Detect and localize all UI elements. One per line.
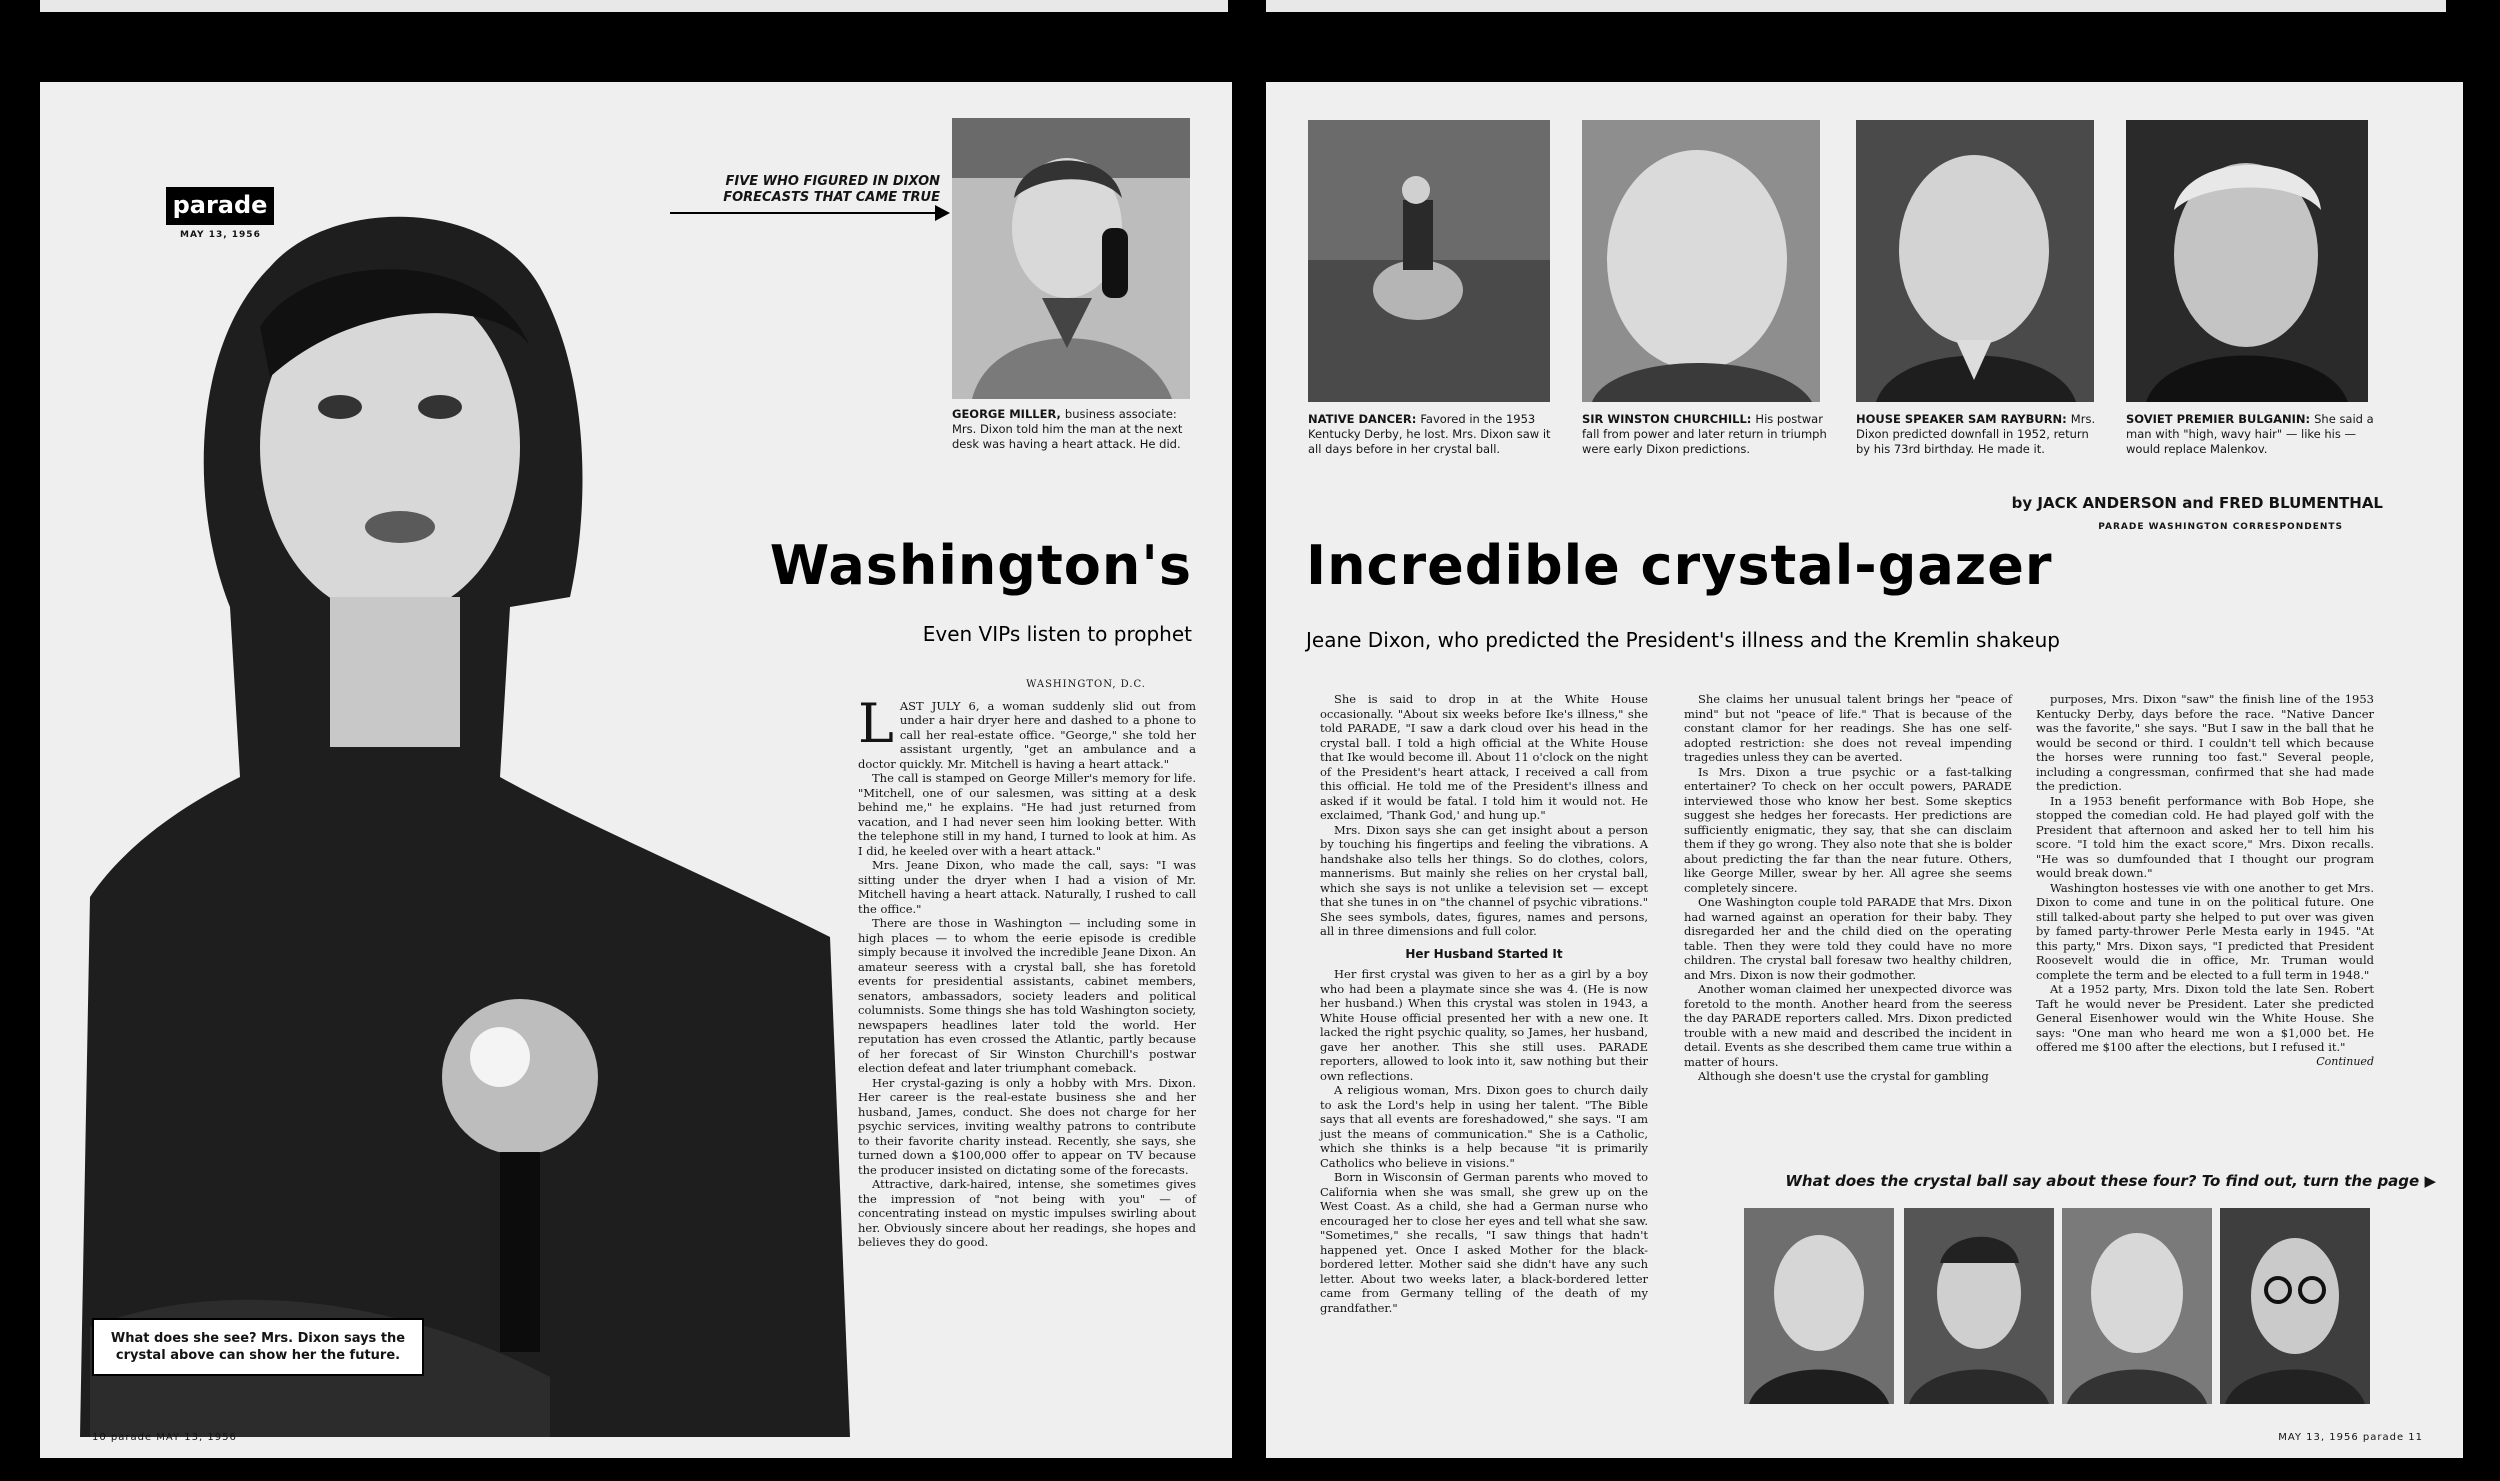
stevenson-photo <box>2062 1208 2212 1404</box>
forecast-label: FIVE WHO FIGURED IN DIXON FORECASTS THAT CAME TRUE <box>723 174 940 205</box>
paragraph: She claims her unusual talent brings her "peace of mind" but not "peace of life." That is because of the constant clamor for her readings. She has one self-adopted restriction: she does not reveal impending tragedies unless they can be averted. <box>1684 692 2012 764</box>
paragraph: A religious woman, Mrs. Dixon goes to church daily to ask the Lord's help in using her talent. "The Bible says that all events are foreshadowed," she says. "I am just the means of communication." She is a Catholic, which she thinks is a help because "it is primarily Catholics who believe in visions." <box>1320 1083 1648 1170</box>
paragraph: Mrs. Dixon says she can get insight about a person by touching his fingertips and feeling the vibrations. A handshake also tells her things. So do clothes, colors, mannerisms. But mainly she relies on her crystal ball, which she says is not unlike a television set — except that she tunes in on "the channel of psychic vibrations." She sees symbols, dates, figures, names and persons, all in three dimensions and full color. <box>1320 822 1648 938</box>
paragraph: Attractive, dark-haired, intense, she sometimes gives the impression of "not being with you" — of concentrating instead on mystic impulses swirling about her. Obviously sincere about her readings, she hopes and believes they do good. <box>858 1177 1196 1249</box>
bulganin-caption <box>2126 412 2376 457</box>
top-strip-left <box>40 0 1228 12</box>
caption-text: She said a man with "high, wavy hair" — like his — would replace Malenkov. <box>2126 412 2374 456</box>
portrait-caption-box <box>92 1318 424 1376</box>
paragraph: purposes, Mrs. Dixon "saw" the finish line of the 1953 Kentucky Derby, days before the race. "Native Dancer was the favorite," she says. "But I saw in the ball that he would be second or third. I couldn't tell which because the horses were running too fast." Several people, including a congressman, confirmed that she had made the prediction. <box>2036 692 2374 793</box>
churchill-photo <box>1582 120 1820 402</box>
dixon-portrait-photo <box>70 177 870 1437</box>
top-strip-right <box>1266 0 2446 12</box>
issue-date: MAY 13, 1956 <box>180 230 261 240</box>
paragraph: AST JULY 6, a woman suddenly slid out from under a hair dryer here and dashed to a phone to call her real-estate office. "George," she told her assistant urgently, "get an ambulance and a doctor quickly. Mr. Mitchell is having a heart attack." <box>858 698 1196 771</box>
left-folio: 10 parade MAY 13, 1956 <box>92 1432 237 1443</box>
paragraph: Mrs. Jeane Dixon, who made the call, says: "I was sitting under the dryer when I had a vision of Mr. Mitchell having a heart attack. Naturally, I rushed to call the office." <box>858 858 1196 916</box>
right-page <box>1266 82 2463 1458</box>
paragraph: Her first crystal was given to her as a girl by a boy who had been a playmate since she was 4. (He is now her husband.) When this crystal was stolen in 1943, a White House official presented her with a new one. It lacked the right psychic quality, so James, her husband, gave her another. This she still uses. PARADE reporters, allowed to look into it, saw nothing but their own reflections. <box>1320 967 1648 1083</box>
byline: by JACK ANDERSON and FRED BLUMENTHAL <box>2011 494 2383 512</box>
dateline: WASHINGTON, D.C. <box>1026 679 1146 690</box>
eisenhower-photo <box>1744 1208 1894 1404</box>
george-miller-caption <box>952 407 1192 452</box>
paragraph: There are those in Washington — including some in high places — to whom the eerie episode is credible simply because it involved the incredible Jeane Dixon. An amateur seeress with a crystal ball, she has foretold events for presidential assistants, cabinet members, senators, ambassadors, society leaders and political columnists. Some things she has told Washington society, newspapers headlines later told the world. Her reputation has even crossed the Atlantic, partly because of her forecast of Sir Winston Churchill's postwar election defeat and later triumphant comeback. <box>858 916 1196 1075</box>
section-subhead: Her Husband Started It <box>1405 946 1563 961</box>
paragraph: Another woman claimed her unexpected divorce was foretold to the month. Another heard from the seeress the day PARADE reporters called. Mrs. Dixon predicted trouble with a new maid and described the incident in detail. Events as she described them came true within a matter of hours. <box>1684 982 2012 1069</box>
churchill-caption <box>1582 412 1828 457</box>
page-deck: Even VIPs listen to prophet <box>922 622 1192 646</box>
teaser-text: What does the crystal ball say about these four? To find out, turn the page <box>1785 1172 2420 1190</box>
rayburn-caption <box>1856 412 2102 457</box>
native-dancer-photo <box>1308 120 1550 402</box>
continued-label: Continued <box>2316 1054 2374 1068</box>
paragraph: She is said to drop in at the White House occasionally. "About six weeks before Ike's illness," she told PARADE, "I saw a dark cloud over his head in the crystal ball. I told a high official at the White House that Ike would become ill. About 11 o'clock on the night of the President's heart attack, I received a call from this official. He told me of the President's illness and asked if it would be fatal. I told him it would not. He exclaimed, 'Thank God,' and hung up." <box>1320 692 1648 822</box>
drop-cap: L <box>858 691 894 755</box>
paragraph: Her crystal-gazing is only a hobby with Mrs. Dixon. Her career is the real-estate business she and her husband, James, conduct. She does not charge for her psychic services, inviting wealthy patrons to contribute to their favorite charity instead. Recently, she says, she turned down a $100,000 offer to appear on TV because the producer insisted on dictating some of the forecasts. <box>858 1075 1196 1177</box>
article-headline: Incredible crystal-gazer <box>1306 534 2053 597</box>
right-body-column-2 <box>1684 692 2012 1084</box>
right-body-column-3 <box>2036 692 2374 1069</box>
caption-name: HOUSE SPEAKER SAM RAYBURN: <box>1856 412 2067 426</box>
left-page <box>40 82 1232 1458</box>
right-folio: MAY 13, 1956 parade 11 <box>2278 1432 2423 1443</box>
caption-name: GEORGE MILLER, <box>952 407 1061 421</box>
article-deck: Jeane Dixon, who predicted the President's illness and the Kremlin shakeup <box>1306 628 2060 652</box>
left-body-column <box>858 678 1196 1250</box>
native-dancer-caption <box>1308 412 1554 457</box>
paragraph: Born in Wisconsin of German parents who moved to California when she was small, she grew up on the West Coast. As a child, she had a German nurse who encouraged her to close her eyes and tell what she saw. "Sometimes," she recalls, "I saw things that hadn't happened yet. Once I asked Mother for the black-bordered letter. Mother said she didn't have any such letter. About two weeks later, a black-bordered letter came from Germany telling of the death of my grandfather." <box>1320 1170 1648 1315</box>
triangle-right-icon: ▶ <box>2424 1172 2436 1190</box>
caption-text: His postwar fall from power and later return in triumph were early Dixon predictions. <box>1582 412 1827 456</box>
paragraph: One Washington couple told PARADE that Mrs. Dixon had warned against an operation for their baby. They disregarded her and the child died on the operating table. Then they were told they could have no more children. The crystal ball foresaw two healthy children, and Mrs. Dixon is now their godmother. <box>1684 895 2012 982</box>
caption-text: Favored in the 1953 Kentucky Derby, he lost. Mrs. Dixon saw it all days before in her crystal ball. <box>1308 412 1551 456</box>
george-miller-photo <box>952 118 1190 399</box>
caption-name: SOVIET PREMIER BULGANIN: <box>2126 412 2311 426</box>
paragraph: Is Mrs. Dixon a true psychic or a fast-talking entertainer? To check on her occult powers, PARADE interviewed those who know her best. Some skeptics suggest she hedges her forecasts. Her predictions are sufficiently enigmatic, they say, that she can disclaim them if they go wrong. They also note that she is bolder about predicting the far than the near future. Others, like George Miller, swear by her. All agree she seems completely sincere. <box>1684 764 2012 895</box>
paragraph: In a 1953 benefit performance with Bob Hope, she stopped the comedian cold. He had played golf with the President that afternoon and asked her to tell him his score. "I told him the exact score," Mrs. Dixon recalls. "He was so dumfounded that I thought our program would break down." <box>2036 793 2374 880</box>
paragraph: Washington hostesses vie with one another to get Mrs. Dixon to come and tune in on the political future. One still talked-about party she helped to put over was given by famed party-thrower Perle Mesta early in 1945. "At this party," Mrs. Dixon says, "I predicted that President Roosevelt would die in office, Mr. Truman would complete the term and be elected to a full term in 1948." <box>2036 880 2374 982</box>
caption-text: Mrs. Dixon predicted downfall in 1952, return by his 73rd birthday. He made it. <box>1856 412 2096 456</box>
paragraph: At a 1952 party, Mrs. Dixon told the late Sen. Robert Taft he would never be President. Later she predicted General Eisenhower would win the White House. She says: "One man who heard me won a $1,000 bet. He offered me $100 after the elections, but I refused it." <box>2036 982 2374 1054</box>
paragraph: Although she doesn't use the crystal for gambling <box>1698 1069 1989 1083</box>
parade-logo <box>166 187 274 225</box>
parade-logo-text: parade <box>172 191 268 219</box>
caption-name: SIR WINSTON CHURCHILL: <box>1582 412 1752 426</box>
portrait-caption: What does she see? Mrs. Dixon says the crystal above can show her the future. <box>110 1331 406 1363</box>
caption-text: business associate: Mrs. Dixon told him the man at the next desk was having a heart attack. He did. <box>952 407 1183 451</box>
paragraph: The call is stamped on George Miller's memory for life. "Mitchell, one of our salesmen, was sitting at a desk behind me," he explains. "He had just returned from vacation, and I had never seen him looking better. With the telephone still in my hand, I turned to look at him. As I did, he keeled over with a heart attack." <box>858 771 1196 858</box>
byline-subtitle: PARADE WASHINGTON CORRESPONDENTS <box>2098 522 2343 532</box>
nixon-photo <box>1904 1208 2054 1404</box>
page-title: Washington's <box>769 534 1192 597</box>
arrow-right-icon <box>670 204 950 222</box>
harriman-photo <box>2220 1208 2370 1404</box>
teaser-line <box>1746 1172 2436 1190</box>
caption-name: NATIVE DANCER: <box>1308 412 1417 426</box>
rayburn-photo <box>1856 120 2094 402</box>
right-body-column-1 <box>1320 692 1648 1315</box>
bulganin-photo <box>2126 120 2368 402</box>
